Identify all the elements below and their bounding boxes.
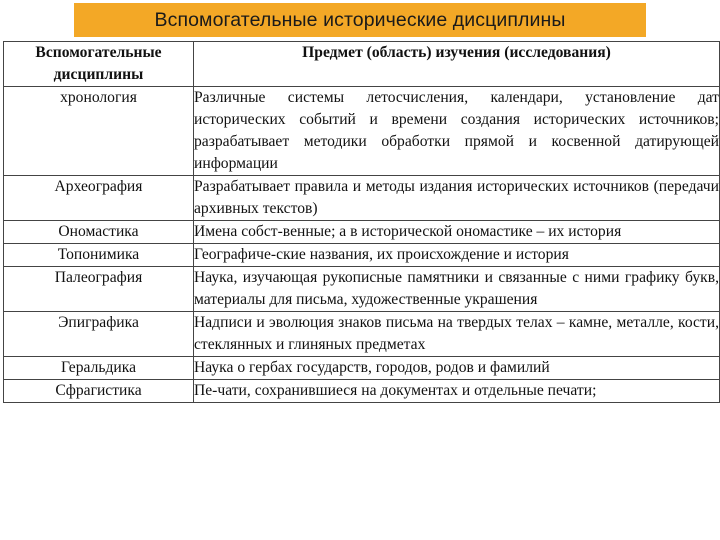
discipline-subject: Имена собст-венные; а в исторической ономастике – их история bbox=[194, 221, 720, 244]
discipline-subject: Надписи и эволюция знаков письма на твердых телах – камне, металле, кости, стеклянных и глиняных предметах bbox=[194, 312, 720, 357]
table-row bbox=[4, 176, 720, 221]
discipline-name: Палеография bbox=[4, 267, 194, 312]
discipline-name: Геральдика bbox=[4, 357, 194, 380]
table-row bbox=[4, 244, 720, 267]
table-row bbox=[4, 267, 720, 312]
discipline-subject: Географиче-ские названия, их происхождение и история bbox=[194, 244, 720, 267]
table-header-row bbox=[4, 42, 720, 87]
header-subject: Предмет (область) изучения (исследования) bbox=[194, 42, 720, 87]
discipline-name: Сфрагистика bbox=[4, 380, 194, 403]
table-row bbox=[4, 380, 720, 403]
page-title: Вспомогательные исторические дисциплины bbox=[74, 3, 646, 37]
discipline-subject: Наука, изучающая рукописные памятники и связанные с ними графику букв, материалы для письма, художественные украшения bbox=[194, 267, 720, 312]
table-row bbox=[4, 221, 720, 244]
table-row bbox=[4, 357, 720, 380]
discipline-subject: Разрабатывает правила и методы издания исторических источников (передачи архивных текстов) bbox=[194, 176, 720, 221]
discipline-subject: Наука о гербах государств, городов, родов и фамилий bbox=[194, 357, 720, 380]
discipline-name: Эпиграфика bbox=[4, 312, 194, 357]
discipline-name: Ономастика bbox=[4, 221, 194, 244]
discipline-name: хронология bbox=[4, 87, 194, 176]
discipline-subject: Различные системы летосчисления, календари, установление дат исторических событий и времени создания исторических источников; разрабатывает методики обработки прямой и косвенной датирующей информации bbox=[194, 87, 720, 176]
table-row bbox=[4, 87, 720, 176]
discipline-subject: Пе-чати, сохранившиеся на документах и отдельные печати; bbox=[194, 380, 720, 403]
discipline-name: Археография bbox=[4, 176, 194, 221]
discipline-name: Топонимика bbox=[4, 244, 194, 267]
table-row bbox=[4, 312, 720, 357]
disciplines-table bbox=[3, 41, 720, 403]
header-discipline: Вспомогательные дисциплины bbox=[4, 42, 194, 87]
